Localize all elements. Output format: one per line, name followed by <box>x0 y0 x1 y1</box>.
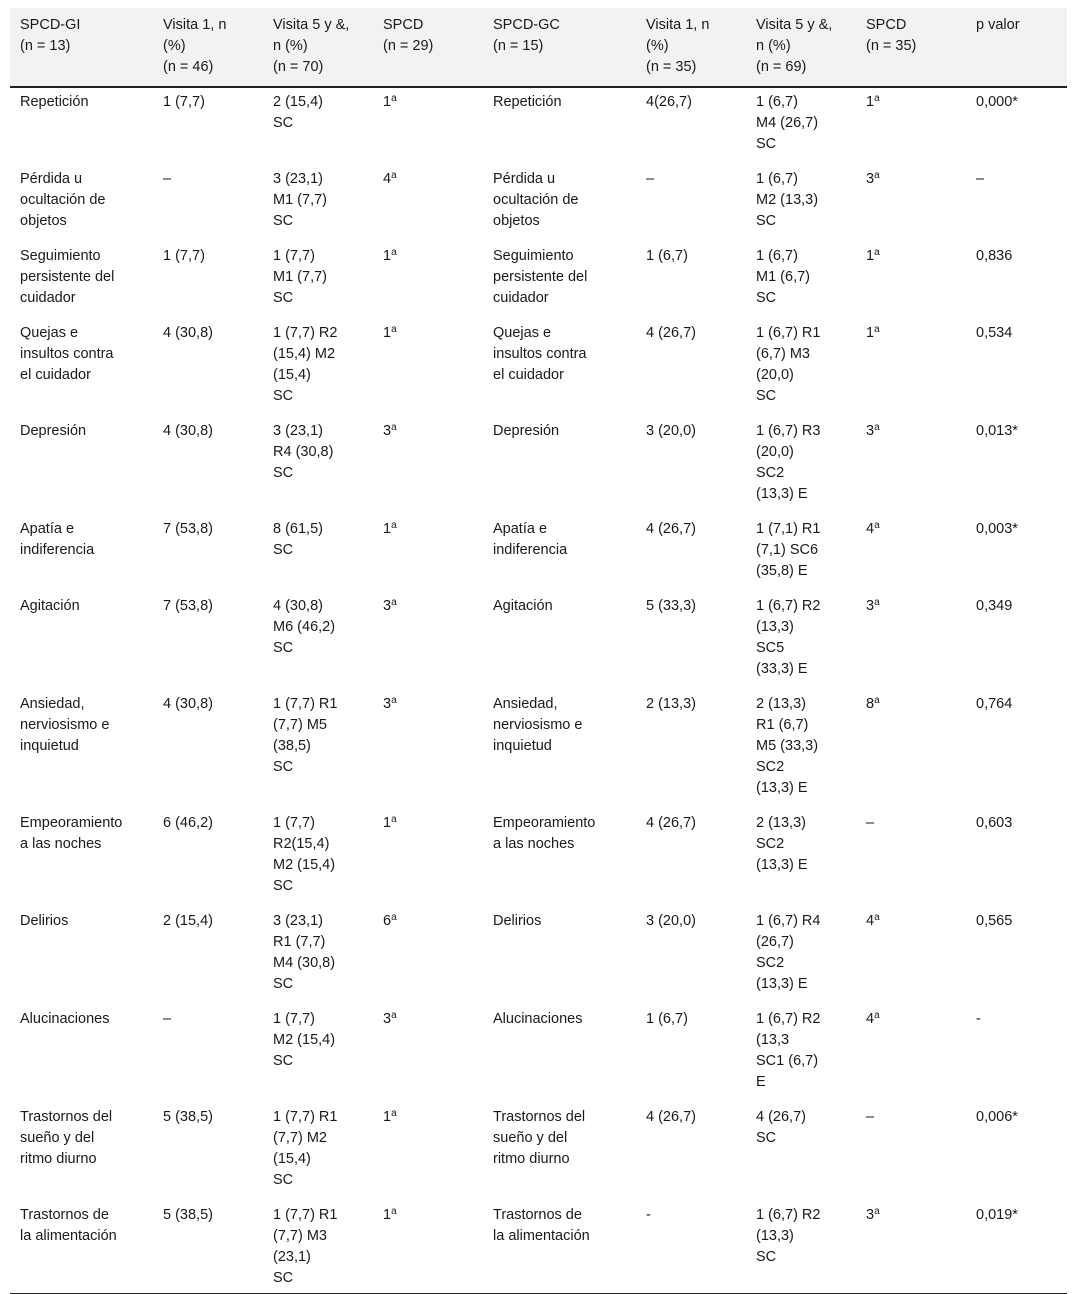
cell-gi-spcd <box>373 165 483 242</box>
table-header <box>10 8 1067 87</box>
cell-gc-visita-1-text: 4(26,7) <box>646 94 692 110</box>
cell-gc-symptom <box>483 319 636 417</box>
rank-superscript: a <box>391 695 397 706</box>
cell-gi-visita-1 <box>153 417 263 515</box>
rank-superscript: a <box>391 93 397 104</box>
cell-gi-symptom-text: Trastornos de la alimentación <box>20 1207 117 1244</box>
table-body <box>10 87 1067 1294</box>
cell-gi-visita-1-text: – <box>163 1011 172 1027</box>
table-row <box>10 242 1067 319</box>
cell-gc-symptom-text: Depresión <box>493 423 560 439</box>
table-row <box>10 1005 1067 1103</box>
cell-gi-visita-5-text: 1 (7,7) R1 (7,7) M2 (15,4) SC <box>273 1109 338 1188</box>
cell-gc-visita-1 <box>636 809 746 907</box>
cell-gc-visita-1 <box>636 242 746 319</box>
rank-superscript: a <box>874 93 880 104</box>
header-gc-spcd: SPCD (n = 35) <box>866 17 917 54</box>
cell-gc-spcd <box>856 592 966 690</box>
cell-gc-symptom <box>483 165 636 242</box>
cell-gi-symptom-text: Pérdida u ocultación de objetos <box>20 171 106 229</box>
table-row <box>10 592 1067 690</box>
cell-gc-visita-1 <box>636 592 746 690</box>
cell-gi-symptom <box>10 417 153 515</box>
cell-gi-visita-5 <box>263 1005 373 1103</box>
cell-gi-visita-5-text: 3 (23,1) M1 (7,7) SC <box>273 171 327 229</box>
cell-p-valor-text: 0,349 <box>976 598 1013 614</box>
cell-gi-symptom <box>10 1005 153 1103</box>
cell-gi-spcd <box>373 515 483 592</box>
cell-gi-visita-5-text: 1 (7,7) M2 (15,4) SC <box>273 1011 336 1069</box>
cell-gc-visita-5-text: 1 (6,7) M4 (26,7) SC <box>756 94 819 152</box>
cell-p-valor-text: 0,565 <box>976 913 1013 929</box>
rank-superscript: a <box>391 1206 397 1217</box>
cell-gc-visita-5-text: 1 (6,7) R2 (13,3) SC5 (33,3) E <box>756 598 821 677</box>
cell-gi-visita-5 <box>263 592 373 690</box>
cell-gi-visita-1 <box>153 907 263 1005</box>
table-row <box>10 319 1067 417</box>
cell-gc-symptom-text: Pérdida u ocultación de objetos <box>493 171 579 229</box>
cell-p-valor <box>966 319 1067 417</box>
cell-p-valor-text: 0,764 <box>976 696 1013 712</box>
cell-gi-spcd-text: 6 <box>383 913 392 929</box>
cell-gc-visita-5 <box>746 1201 856 1294</box>
cell-gi-spcd-text: 1 <box>383 1109 392 1125</box>
cell-gc-symptom <box>483 592 636 690</box>
cell-gc-visita-5 <box>746 242 856 319</box>
header-gc-visita-1: Visita 1, n (%) (n = 35) <box>646 17 710 75</box>
table-row <box>10 907 1067 1005</box>
cell-gi-symptom <box>10 242 153 319</box>
cell-gi-symptom-text: Quejas e insultos contra el cuidador <box>20 325 114 383</box>
cell-p-valor <box>966 242 1067 319</box>
cell-gc-symptom <box>483 1201 636 1294</box>
cell-p-valor <box>966 165 1067 242</box>
cell-gi-visita-1 <box>153 87 263 165</box>
cell-gi-visita-1-text: 4 (30,8) <box>163 423 213 439</box>
cell-p-valor <box>966 690 1067 809</box>
cell-gi-symptom <box>10 592 153 690</box>
cell-gc-spcd <box>856 319 966 417</box>
cell-gi-spcd <box>373 417 483 515</box>
cell-gi-visita-1-text: – <box>163 171 172 187</box>
table-row <box>10 690 1067 809</box>
cell-gc-symptom-text: Empeoramiento a las noches <box>493 815 596 852</box>
cell-gc-symptom <box>483 87 636 165</box>
cell-gc-visita-1 <box>636 1201 746 1294</box>
cell-gi-spcd <box>373 87 483 165</box>
table-row <box>10 515 1067 592</box>
cell-gc-visita-1 <box>636 319 746 417</box>
cell-gi-symptom <box>10 690 153 809</box>
cell-gi-visita-5 <box>263 319 373 417</box>
cell-gc-visita-5 <box>746 87 856 165</box>
cell-gc-spcd <box>856 1201 966 1294</box>
cell-gc-spcd-text: 8 <box>866 696 875 712</box>
rank-superscript: a <box>874 324 880 335</box>
header-spcd-gi: SPCD-GI (n = 13) <box>20 17 81 54</box>
cell-p-valor-text: 0,603 <box>976 815 1013 831</box>
cell-gc-spcd-text: 3 <box>866 1207 875 1223</box>
cell-gi-visita-5-text: 1 (7,7) M1 (7,7) SC <box>273 248 327 306</box>
rank-superscript: a <box>391 1010 397 1021</box>
results-table <box>10 8 1067 1294</box>
cell-p-valor <box>966 809 1067 907</box>
cell-gi-visita-5-text: 1 (7,7) R1 (7,7) M3 (23,1) SC <box>273 1207 338 1286</box>
cell-gc-spcd <box>856 907 966 1005</box>
cell-gc-visita-5-text: 1 (6,7) R3 (20,0) SC2 (13,3) E <box>756 423 821 502</box>
cell-gi-spcd <box>373 242 483 319</box>
cell-gi-visita-1-text: 1 (7,7) <box>163 94 205 110</box>
cell-gc-visita-1-text: - <box>646 1207 651 1223</box>
table-row <box>10 809 1067 907</box>
cell-gi-visita-1 <box>153 809 263 907</box>
cell-gc-visita-5 <box>746 1103 856 1201</box>
cell-gi-symptom-text: Delirios <box>20 913 69 929</box>
rank-superscript: a <box>874 1206 880 1217</box>
rank-superscript: a <box>874 520 880 531</box>
cell-gi-visita-1 <box>153 515 263 592</box>
cell-p-valor <box>966 87 1067 165</box>
cell-gc-visita-5 <box>746 809 856 907</box>
cell-gi-symptom-text: Depresión <box>20 423 87 439</box>
cell-gi-symptom-text: Alucinaciones <box>20 1011 110 1027</box>
cell-gc-spcd-text: 3 <box>866 171 875 187</box>
cell-gc-spcd-text: 3 <box>866 423 875 439</box>
table-row <box>10 1103 1067 1201</box>
header-row <box>10 8 1067 87</box>
cell-p-valor-text: 0,006* <box>976 1109 1018 1125</box>
header-gi-spcd: SPCD (n = 29) <box>383 17 434 54</box>
cell-gc-visita-5-text: 1 (6,7) M2 (13,3) SC <box>756 171 819 229</box>
cell-gi-symptom-text: Empeoramiento a las noches <box>20 815 123 852</box>
rank-superscript: a <box>391 247 397 258</box>
cell-gi-visita-1 <box>153 165 263 242</box>
cell-gi-visita-1-text: 1 (7,7) <box>163 248 205 264</box>
cell-gi-visita-5-text: 8 (61,5) SC <box>273 521 323 558</box>
cell-gc-symptom <box>483 242 636 319</box>
cell-gc-spcd <box>856 690 966 809</box>
cell-gi-visita-1-text: 2 (15,4) <box>163 913 213 929</box>
rank-superscript: a <box>391 814 397 825</box>
cell-gi-spcd-text: 3 <box>383 696 392 712</box>
cell-gi-visita-1 <box>153 242 263 319</box>
cell-gc-symptom-text: Repetición <box>493 94 562 110</box>
cell-gi-spcd-text: 3 <box>383 598 392 614</box>
cell-gi-symptom-text: Trastornos del sueño y del ritmo diurno <box>20 1109 113 1167</box>
cell-gc-spcd <box>856 515 966 592</box>
rank-superscript: a <box>874 170 880 181</box>
cell-gi-visita-5 <box>263 1103 373 1201</box>
cell-gc-spcd-text: 1 <box>866 94 875 110</box>
cell-gi-visita-1 <box>153 592 263 690</box>
cell-gc-spcd <box>856 165 966 242</box>
cell-gc-symptom-text: Agitación <box>493 598 553 614</box>
cell-gc-symptom <box>483 1005 636 1103</box>
cell-gc-visita-1-text: 3 (20,0) <box>646 423 696 439</box>
cell-gc-symptom <box>483 809 636 907</box>
header-gc-visita-5: Visita 5 y &, n (%) (n = 69) <box>756 17 833 75</box>
cell-gi-visita-1-text: 4 (30,8) <box>163 325 213 341</box>
cell-gc-visita-1-text: 1 (6,7) <box>646 1011 688 1027</box>
cell-gc-spcd <box>856 1005 966 1103</box>
cell-gc-visita-1 <box>636 690 746 809</box>
cell-gc-visita-5 <box>746 417 856 515</box>
cell-gc-visita-1-text: 5 (33,3) <box>646 598 696 614</box>
cell-gc-visita-5 <box>746 907 856 1005</box>
rank-superscript: a <box>874 247 880 258</box>
cell-p-valor <box>966 592 1067 690</box>
cell-gc-visita-5-text: 1 (6,7) R4 (26,7) SC2 (13,3) E <box>756 913 821 992</box>
cell-p-valor-text: 0,019* <box>976 1207 1018 1223</box>
cell-gc-symptom-text: Trastornos de la alimentación <box>493 1207 590 1244</box>
cell-gc-symptom-text: Delirios <box>493 913 542 929</box>
cell-gc-visita-1-text: 4 (26,7) <box>646 815 696 831</box>
cell-gc-symptom <box>483 907 636 1005</box>
cell-gc-spcd-text: 1 <box>866 325 875 341</box>
rank-superscript: a <box>391 324 397 335</box>
table-row <box>10 1201 1067 1294</box>
cell-gi-visita-1-text: 6 (46,2) <box>163 815 213 831</box>
cell-gc-visita-5-text: 1 (6,7) R2 (13,3 SC1 (6,7) E <box>756 1011 821 1090</box>
cell-gc-symptom-text: Alucinaciones <box>493 1011 583 1027</box>
cell-gi-visita-5-text: 3 (23,1) R4 (30,8) SC <box>273 423 334 481</box>
rank-superscript: a <box>874 422 880 433</box>
cell-gc-visita-1-text: – <box>646 171 655 187</box>
table-row <box>10 87 1067 165</box>
table-row <box>10 417 1067 515</box>
header-gi-visita-5: Visita 5 y &, n (%) (n = 70) <box>273 17 350 75</box>
cell-gi-visita-5-text: 4 (30,8) M6 (46,2) SC <box>273 598 336 656</box>
rank-superscript: a <box>874 1010 880 1021</box>
cell-gc-visita-5 <box>746 515 856 592</box>
cell-gi-visita-1 <box>153 690 263 809</box>
cell-gi-visita-1 <box>153 319 263 417</box>
cell-gc-visita-1-text: 4 (26,7) <box>646 521 696 537</box>
rank-superscript: a <box>391 422 397 433</box>
cell-gi-symptom <box>10 809 153 907</box>
cell-gi-spcd-text: 3 <box>383 423 392 439</box>
cell-gc-spcd <box>856 242 966 319</box>
cell-gi-visita-1 <box>153 1005 263 1103</box>
cell-gc-spcd-text: – <box>866 1109 875 1125</box>
cell-gc-visita-5-text: 2 (13,3) R1 (6,7) M5 (33,3) SC2 (13,3) E <box>756 696 819 796</box>
cell-gi-symptom-text: Apatía e indiferencia <box>20 521 95 558</box>
cell-p-valor-text: - <box>976 1011 981 1027</box>
cell-gi-symptom-text: Agitación <box>20 598 80 614</box>
cell-p-valor-text: 0,534 <box>976 325 1013 341</box>
cell-gi-spcd <box>373 592 483 690</box>
cell-gc-spcd-text: 1 <box>866 248 875 264</box>
cell-gi-visita-1-text: 7 (53,8) <box>163 521 213 537</box>
cell-gi-spcd <box>373 1005 483 1103</box>
cell-gc-visita-5 <box>746 592 856 690</box>
cell-gc-spcd <box>856 417 966 515</box>
cell-gc-visita-1 <box>636 1005 746 1103</box>
cell-gi-symptom-text: Seguimiento persistente del cuidador <box>20 248 115 306</box>
cell-gi-symptom-text: Ansiedad, nerviosismo e inquietud <box>20 696 110 754</box>
cell-gi-symptom <box>10 1103 153 1201</box>
cell-gi-symptom <box>10 87 153 165</box>
rank-superscript: a <box>391 597 397 608</box>
cell-gc-symptom-text: Ansiedad, nerviosismo e inquietud <box>493 696 583 754</box>
cell-gc-visita-1-text: 4 (26,7) <box>646 1109 696 1125</box>
cell-gi-visita-5 <box>263 417 373 515</box>
cell-p-valor <box>966 1201 1067 1294</box>
cell-gi-visita-1 <box>153 1201 263 1294</box>
cell-gc-visita-1-text: 1 (6,7) <box>646 248 688 264</box>
cell-gc-visita-1 <box>636 515 746 592</box>
cell-gi-spcd <box>373 1201 483 1294</box>
rank-superscript: a <box>391 170 397 181</box>
cell-gc-visita-5-text: 1 (6,7) R2 (13,3) SC <box>756 1207 821 1265</box>
cell-gi-symptom <box>10 907 153 1005</box>
cell-gc-spcd-text: 4 <box>866 913 875 929</box>
table-row <box>10 165 1067 242</box>
cell-gi-spcd <box>373 809 483 907</box>
cell-gi-visita-5-text: 1 (7,7) R2 (15,4) M2 (15,4) SC <box>273 325 338 404</box>
cell-gc-visita-5 <box>746 165 856 242</box>
cell-gi-spcd-text: 4 <box>383 171 392 187</box>
results-table-container <box>10 8 1067 1294</box>
rank-superscript: a <box>391 520 397 531</box>
cell-gi-symptom <box>10 165 153 242</box>
cell-gi-visita-5 <box>263 165 373 242</box>
cell-p-valor-text: 0,003* <box>976 521 1018 537</box>
cell-gc-spcd <box>856 1103 966 1201</box>
cell-gi-spcd-text: 1 <box>383 815 392 831</box>
cell-gc-symptom <box>483 1103 636 1201</box>
cell-gc-visita-1 <box>636 907 746 1005</box>
cell-gi-visita-5-text: 3 (23,1) R1 (7,7) M4 (30,8) SC <box>273 913 336 992</box>
cell-gc-visita-5 <box>746 690 856 809</box>
cell-gc-spcd-text: 3 <box>866 598 875 614</box>
cell-gc-spcd <box>856 87 966 165</box>
cell-gi-spcd <box>373 907 483 1005</box>
cell-gc-visita-5-text: 1 (7,1) R1 (7,1) SC6 (35,8) E <box>756 521 821 579</box>
cell-p-valor-text: 0,836 <box>976 248 1013 264</box>
cell-gi-visita-5-text: 1 (7,7) R1 (7,7) M5 (38,5) SC <box>273 696 338 775</box>
cell-gi-spcd-text: 3 <box>383 1011 392 1027</box>
cell-p-valor <box>966 1005 1067 1103</box>
cell-gi-visita-1-text: 5 (38,5) <box>163 1109 213 1125</box>
header-p-valor: p valor <box>976 17 1020 33</box>
cell-gi-spcd <box>373 319 483 417</box>
cell-gc-visita-1 <box>636 1103 746 1201</box>
cell-gi-visita-5 <box>263 87 373 165</box>
cell-gi-visita-1-text: 7 (53,8) <box>163 598 213 614</box>
cell-gi-spcd-text: 1 <box>383 1207 392 1223</box>
cell-gi-symptom <box>10 1201 153 1294</box>
cell-gc-visita-5-text: 1 (6,7) M1 (6,7) SC <box>756 248 810 306</box>
cell-gc-visita-5 <box>746 1005 856 1103</box>
cell-p-valor <box>966 1103 1067 1201</box>
cell-gc-visita-1-text: 2 (13,3) <box>646 696 696 712</box>
cell-gc-spcd <box>856 809 966 907</box>
cell-p-valor-text: 0,000* <box>976 94 1018 110</box>
cell-gi-visita-5 <box>263 809 373 907</box>
cell-gc-symptom-text: Seguimiento persistente del cuidador <box>493 248 588 306</box>
cell-gi-visita-5-text: 1 (7,7) R2(15,4) M2 (15,4) SC <box>273 815 336 894</box>
cell-p-valor-text: 0,013* <box>976 423 1018 439</box>
cell-gi-visita-5-text: 2 (15,4) SC <box>273 94 323 131</box>
header-spcd-gc: SPCD-GC (n = 15) <box>493 17 560 54</box>
cell-gc-symptom-text: Apatía e indiferencia <box>493 521 568 558</box>
cell-gc-spcd-text: – <box>866 815 875 831</box>
cell-p-valor-text: – <box>976 171 985 187</box>
cell-p-valor <box>966 907 1067 1005</box>
cell-gi-spcd-text: 1 <box>383 325 392 341</box>
cell-gi-visita-5 <box>263 515 373 592</box>
rank-superscript: a <box>874 912 880 923</box>
cell-gc-visita-5-text: 1 (6,7) R1 (6,7) M3 (20,0) SC <box>756 325 821 404</box>
rank-superscript: a <box>874 695 880 706</box>
cell-gi-visita-1-text: 5 (38,5) <box>163 1207 213 1223</box>
cell-gi-symptom <box>10 319 153 417</box>
cell-gc-spcd-text: 4 <box>866 521 875 537</box>
cell-gc-spcd-text: 4 <box>866 1011 875 1027</box>
cell-gc-visita-5 <box>746 319 856 417</box>
cell-gc-visita-1 <box>636 417 746 515</box>
header-gi-visita-1: Visita 1, n (%) (n = 46) <box>163 17 227 75</box>
cell-gc-symptom <box>483 690 636 809</box>
cell-gc-symptom-text: Quejas e insultos contra el cuidador <box>493 325 587 383</box>
cell-p-valor <box>966 515 1067 592</box>
cell-gc-symptom <box>483 417 636 515</box>
rank-superscript: a <box>874 597 880 608</box>
cell-gi-spcd-text: 1 <box>383 248 392 264</box>
rank-superscript: a <box>391 912 397 923</box>
cell-gc-visita-1-text: 4 (26,7) <box>646 325 696 341</box>
cell-gi-visita-5 <box>263 242 373 319</box>
cell-gc-visita-5-text: 4 (26,7) SC <box>756 1109 806 1146</box>
cell-gc-visita-5-text: 2 (13,3) SC2 (13,3) E <box>756 815 808 873</box>
cell-gi-symptom-text: Repetición <box>20 94 89 110</box>
cell-gi-visita-1-text: 4 (30,8) <box>163 696 213 712</box>
cell-gc-symptom-text: Trastornos del sueño y del ritmo diurno <box>493 1109 586 1167</box>
cell-p-valor <box>966 417 1067 515</box>
cell-gi-spcd <box>373 1103 483 1201</box>
rank-superscript: a <box>391 1108 397 1119</box>
cell-gc-symptom <box>483 515 636 592</box>
cell-gi-spcd <box>373 690 483 809</box>
cell-gc-visita-1-text: 3 (20,0) <box>646 913 696 929</box>
cell-gi-visita-1 <box>153 1103 263 1201</box>
cell-gc-visita-1 <box>636 165 746 242</box>
cell-gc-visita-1 <box>636 87 746 165</box>
cell-gi-visita-5 <box>263 907 373 1005</box>
cell-gi-spcd-text: 1 <box>383 521 392 537</box>
cell-gi-visita-5 <box>263 690 373 809</box>
cell-gi-spcd-text: 1 <box>383 94 392 110</box>
cell-gi-symptom <box>10 515 153 592</box>
cell-gi-visita-5 <box>263 1201 373 1294</box>
